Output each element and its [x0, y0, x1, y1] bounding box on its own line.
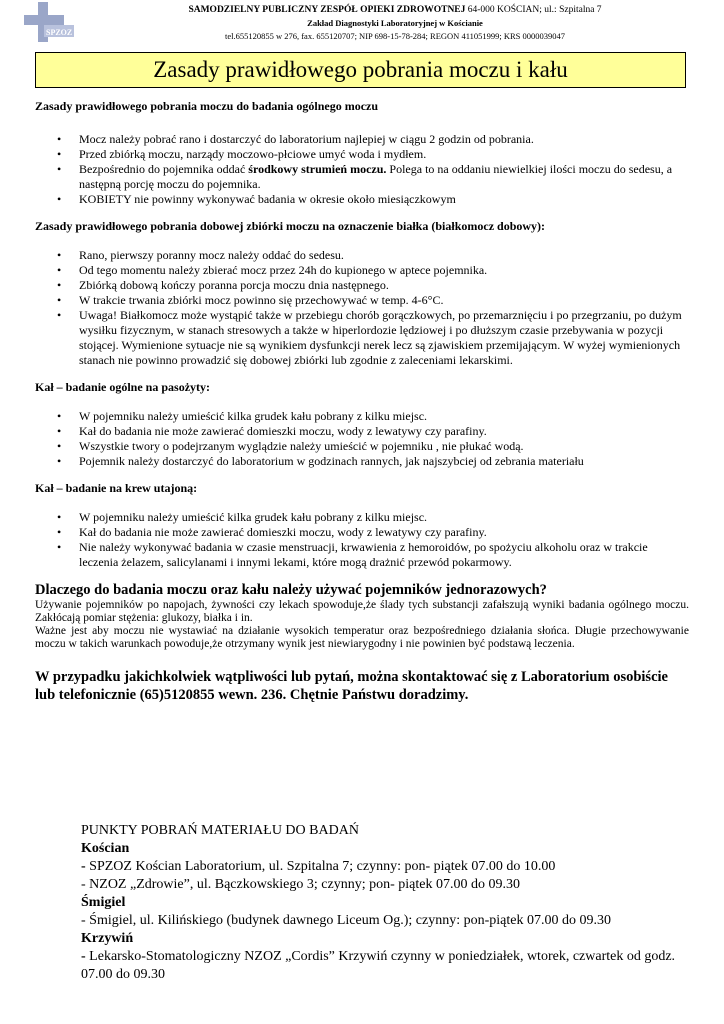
list-item: • Pojemnik należy dostarczyć do laboratorium w godzinach rannych, jak najszybciej od zebrania materiału — [35, 454, 689, 469]
city-koscian: Kościan — [81, 841, 130, 856]
disposable-containers-paragraph-1: Używanie pojemników po napojach, żywności czy lekach spowoduje,że ślady tych substancji zafałszują wyniki badania ogólnego moczu. Zakłócają pomiar stężenia: glukozy, białka i in. — [35, 599, 689, 624]
collection-point-item: - NZOZ „Zdrowie”, ul. Bączkowskiego 3; czynny; pon- piątek 07.00 do 09.30 — [81, 877, 520, 892]
list-item: • W pojemniku należy umieścić kilka grudek kału pobrany z kilku miejsc. — [35, 510, 689, 525]
list-item: • Mocz należy pobrać rano i dostarczyć do laboratorium najlepiej w ciągu 2 godzin od pobrania. — [35, 132, 689, 147]
list-item: • W pojemniku należy umieścić kilka grudek kału pobrany z kilku miejsc. — [35, 409, 689, 424]
section-stool-parasites-heading: Kał – badanie ogólne na pasożyty: — [35, 380, 211, 394]
list-item: • Wszystkie twory o podejrzanym wyglądzie należy umieścić w pojemniku , nie płukać wodą. — [35, 439, 689, 454]
section-occult-blood-list — [35, 510, 689, 570]
list-item: • W trakcie trwania zbiórki mocz powinno się przechowywać w temp. 4-6°C. — [35, 293, 689, 308]
page-title: Zasady prawidłowego pobrania moczu i kału — [35, 52, 686, 88]
collection-points-heading: PUNKTY POBRAŃ MATERIAŁU DO BADAŃ — [81, 823, 359, 838]
list-item: • Zbiórką dobową kończy poranna porcja moczu dnia następnego. — [35, 278, 689, 293]
spzoz-logo — [24, 2, 76, 42]
collection-point-item: - Śmigiel, ul. Kilińskiego (budynek dawnego Liceum Og.); czynny: pon-piątek 07.00 do 09.30 — [81, 913, 611, 928]
collection-points — [81, 822, 681, 984]
list-item: • Kał do badania nie może zawierać domieszki moczu, wody z lewatywy czy parafiny. — [35, 525, 689, 540]
collection-point-item: - Lekarsko-Stomatologiczny NZOZ „Cordis” Krzywiń czynny w poniedziałek, wtorek, czwartek od godz. 07.00 do 09.30 — [81, 949, 676, 982]
list-item: • Nie należy wykonywać badania w czasie menstruacji, krwawienia z hemoroidów, po spożyciu alkoholu oraz w trakcie leczenia żelazem, salicylanami i innymi lekami, które mogą drażnić przewód pokarmowy. — [35, 540, 689, 570]
list-item: • Od tego momentu należy zbierać mocz przez 24h do kupionego w aptece pojemnika. — [35, 263, 689, 278]
contact-registry-line: tel.655120855 w 276, fax. 655120707; NIP 698-15-78-284; REGON 411051999; KRS 0000039047 — [224, 31, 566, 41]
contact-notice: W przypadku jakichkolwiek wątpliwości lub pytań, można skontaktować się z Laboratorium osobiście lub telefonicznie (65)5120855 wewn. 236. Chętnie Państwu doradzimy. — [35, 669, 668, 703]
section-urine-general-heading: Zasady prawidłowego pobrania moczu do badania ogólnego moczu — [35, 99, 379, 113]
section-24h-urine-list — [35, 248, 689, 368]
city-smigiel: Śmigiel — [81, 895, 126, 910]
list-item: • Rano, pierwszy poranny mocz należy oddać do sedesu. — [35, 248, 689, 263]
list-item: • Kał do badania nie może zawierać domieszki moczu, wody z lewatywy czy parafiny. — [35, 424, 689, 439]
section-occult-blood-heading: Kał – badanie na krew utajoną: — [35, 481, 198, 495]
emphasis-midstream: środkowy strumień moczu. — [248, 162, 387, 176]
list-item: • Bezpośrednio do pojemnika oddać środkowy strumień moczu. Polega to na oddaniu niewielkiej ilości moczu do sedesu, a następną porcję moczu do pojemnika. — [35, 162, 689, 192]
disposable-containers-paragraph-2: Ważne jest aby moczu nie wystawiać na działanie wysokich temperatur oraz bezpośredniego działania słońca. Długie przechowywanie moczu w takich warunkach powoduje,że otrzymany wynik jest niewiarygodny i nie powinien być podstawą leczenia. — [35, 625, 689, 650]
section-urine-general-list — [35, 132, 689, 207]
city-krzywin: Krzywiń — [81, 931, 134, 946]
list-item: • Przed zbiórką moczu, narządy moczowo-płciowe umyć woda i mydłem. — [35, 147, 689, 162]
list-item: • KOBIETY nie powinny wykonywać badania w okresie około miesiączkowym — [35, 192, 689, 207]
disposable-containers-question: Dlaczego do badania moczu oraz kału należy używać pojemników jednorazowych? — [35, 582, 547, 598]
letterhead-line-1 — [80, 4, 710, 17]
letterhead — [80, 4, 710, 43]
institution-address: 64-000 KOŚCIAN; ul.: Szpitalna 7 — [465, 5, 602, 15]
section-24h-urine-heading: Zasady prawidłowego pobrania dobowej zbiórki moczu na oznaczenie białka (białkomocz dobowy): — [35, 219, 546, 233]
logo-text: SPZOZ — [46, 28, 73, 37]
section-stool-parasites-list — [35, 409, 689, 469]
collection-point-item: - SPZOZ Kościan Laboratorium, ul. Szpitalna 7; czynny: pon- piątek 07.00 do 10.00 — [81, 859, 556, 874]
department-name: Zakład Diagnostyki Laboratoryjnej w Kościanie — [307, 18, 483, 28]
list-item: • Uwaga! Białkomocz może wystąpić także w przebiegu chorób gorączkowych, po przemarznięciu i po przegrzaniu, po dużym wysiłku fizycznym, w stanach stresowych a także w hiperlordozie lędziowej i po dłuższym czasie przebywania w pozycji stojącej. Wymienione sytuacje nie są wynikiem dysfunkcji nerek lecz są zjawiskiem przemijającym. W wyżej wymienionych stanach nie powinno prowadzić się dobowej zbiórki lub zgodnie z zaleceniami lekarskimi. — [35, 308, 689, 368]
main-content — [35, 99, 689, 704]
institution-name: SAMODZIELNY PUBLICZNY ZESPÓŁ OPIEKI ZDROWOTNEJ — [188, 5, 466, 15]
